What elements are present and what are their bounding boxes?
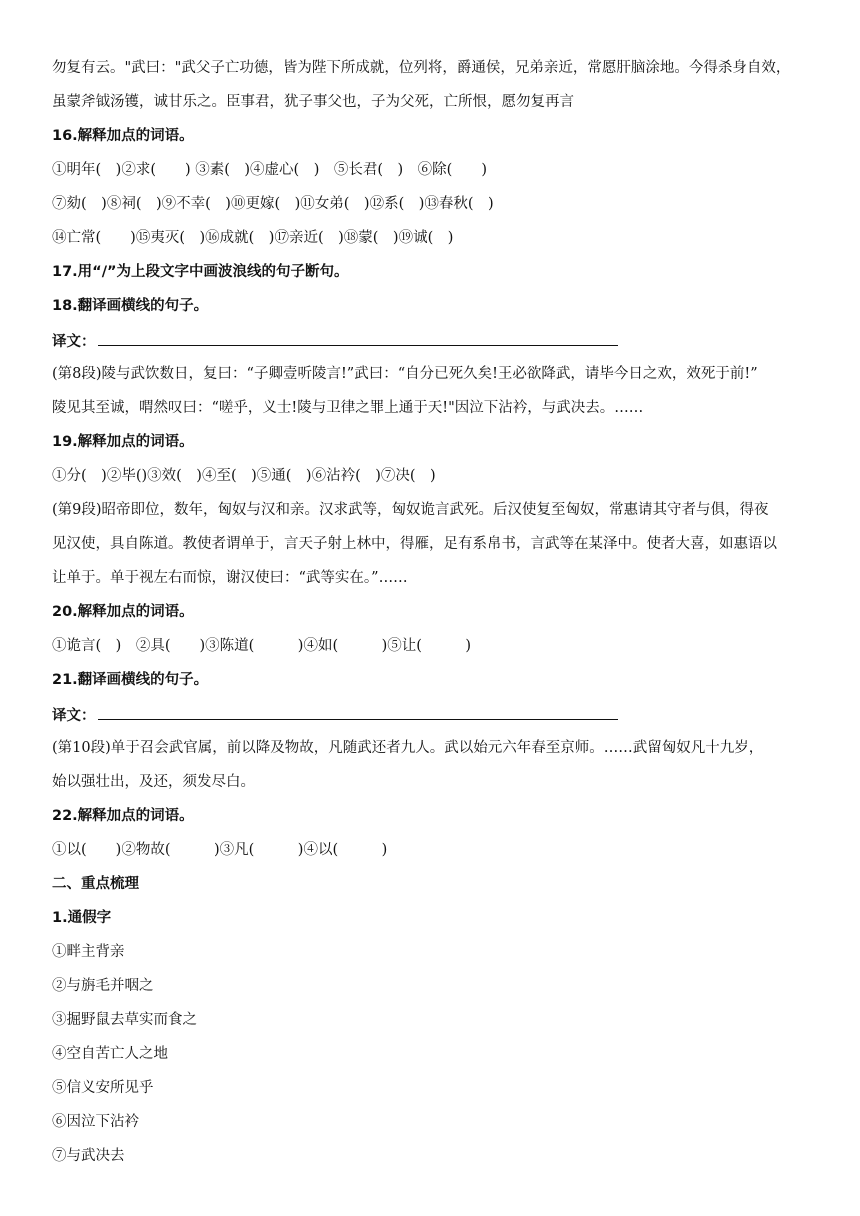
question-20-items: ①诡言( ) ②具( )③陈道( )④如( )⑤让( ) (52, 638, 472, 654)
translation-answer-line (52, 330, 812, 352)
paragraph-8-line-1: (第8段)陵与武饮数日，复曰：“子卿壹听陵言!”武曰：“自分已死久矣!王必欲降武，请毕今日之欢，效死于前!” (52, 366, 758, 382)
paragraph-9-line-1: (第9段)昭帝即位，数年，匈奴与汉和亲。汉求武等，匈奴诡言武死。后汉使复至匈奴，常惠请其守者与俱，得夜 (52, 502, 769, 518)
text-line: 勿复有云。"武曰："武父子亡功德，皆为陛下所成就，位列将，爵通侯，兄弟亲近，常愿肝脑涂地。今得杀身自效， (52, 60, 791, 76)
question-19-items: ①分( )②毕()③效( )④至( )⑤通( )⑥沾衿( )⑦决( ) (52, 468, 436, 484)
question-16-items-1: ①明年( )②求( ) ③素( )④虚心( ) ⑤长君( ) ⑥除( ) (52, 162, 487, 178)
question-18-heading: 18.翻译画横线的句子。 (52, 298, 209, 314)
list-item: ②与旃毛并咽之 (52, 978, 154, 994)
translation-answer-line (52, 704, 812, 726)
list-item: ①畔主背亲 (52, 944, 125, 960)
paragraph-9-line-3: 让单于。单于视左右而惊，谢汉使曰：“武等实在。”…… (52, 570, 408, 586)
question-16-heading: 16.解释加点的词语。 (52, 128, 194, 144)
list-item: ③掘野鼠去草实而食之 (52, 1012, 197, 1028)
list-item: ④空自苦亡人之地 (52, 1046, 168, 1062)
question-22-heading: 22.解释加点的词语。 (52, 808, 194, 824)
paragraph-10-line-1: (第10段)单于召会武官属，前以降及物故，凡随武还者九人。武以始元六年春至京师。……武留匈奴凡十九岁， (52, 740, 764, 756)
list-item: ⑥因泣下沾衿 (52, 1114, 139, 1130)
question-21-heading: 21.翻译画横线的句子。 (52, 672, 209, 688)
question-16-items-2: ⑦劾( )⑧祠( )⑨不幸( )⑩更嫁( )⑪女弟( )⑫系( )⑬春秋( ) (52, 196, 494, 212)
list-item: ⑤信义安所见乎 (52, 1080, 154, 1096)
paragraph-10-line-2: 始以强壮出，及还，须发尽白。 (52, 774, 255, 790)
question-16-items-3: ⑭亡常( )⑮夷灭( )⑯成就( )⑰亲近( )⑱蒙( )⑲诚( ) (52, 230, 454, 246)
paragraph-9-line-2: 见汉使，具自陈道。教使者谓单于，言天子射上林中，得雁，足有系帛书，言武等在某泽中。使者大喜，如惠语以 (52, 536, 777, 552)
question-17-heading: 17.用“/”为上段文字中画波浪线的句子断句。 (52, 264, 349, 280)
question-22-items: ①以( )②物故( )③凡( )④以( ) (52, 842, 388, 858)
paragraph-8-line-2: 陵见其至诚，喟然叹曰：“嗟乎，义士!陵与卫律之罪上通于天!"因泣下沾衿，与武决去。…… (52, 400, 644, 416)
question-19-heading: 19.解释加点的词语。 (52, 434, 194, 450)
list-item: ⑦与武决去 (52, 1148, 125, 1164)
translation-label: 译文： (52, 334, 96, 350)
subsection-heading: 1.通假字 (52, 910, 112, 926)
answer-blank[interactable] (98, 330, 618, 346)
section-heading: 二、重点梳理 (52, 876, 139, 892)
answer-blank[interactable] (98, 704, 618, 720)
text-line: 虽蒙斧钺汤镬，诚甘乐之。臣事君，犹子事父也，子为父死，亡所恨，愿勿复再言 (52, 94, 574, 110)
question-20-heading: 20.解释加点的词语。 (52, 604, 194, 620)
translation-label: 译文： (52, 708, 96, 724)
